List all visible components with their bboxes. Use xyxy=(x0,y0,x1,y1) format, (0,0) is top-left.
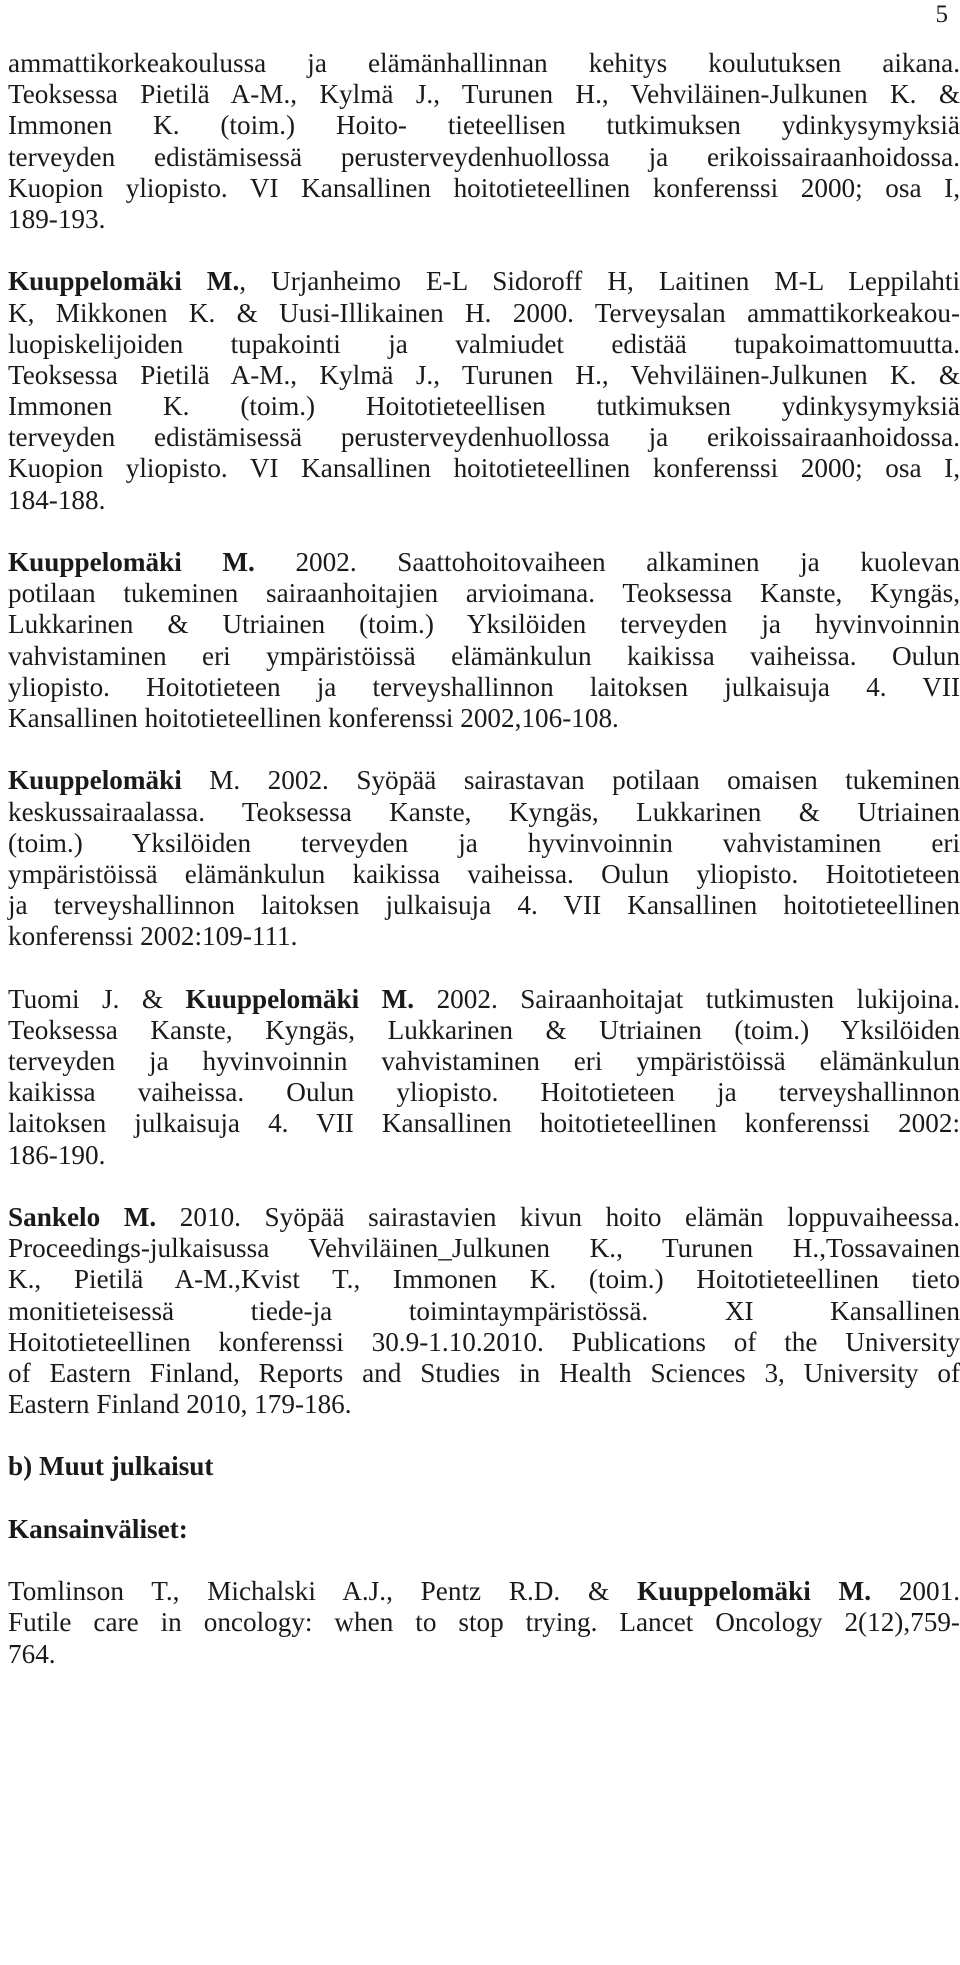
reference-entry xyxy=(8,1202,960,1420)
reference-line: Immonen K. (toim.) Hoito- tieteellisen tutkimuksen ydinkysymyksiä xyxy=(8,110,960,141)
reference-line: Hoitotieteellinen konferenssi 30.9-1.10.2010. Publications of the University xyxy=(8,1326,960,1357)
reference-line: terveyden edistämisessä perusterveydenhuollossa ja erikoissairaanhoidossa. xyxy=(8,141,960,172)
author-name: Kuuppelomäki M. xyxy=(8,547,255,577)
reference-line: Proceedings-julkaisussa Vehviläinen_Julkunen K., Turunen H.,Tossavainen xyxy=(8,1233,960,1264)
reference-entry xyxy=(8,547,960,734)
reference-line: Kuuppelomäki M. 2002. Saattohoitovaiheen alkaminen ja kuolevan xyxy=(8,547,960,577)
reference-line: Eastern Finland 2010, 179-186. xyxy=(8,1389,352,1420)
reference-line: 764. xyxy=(8,1638,56,1669)
reference-line: ympäristöissä elämänkulun kaikissa vaiheissa. Oulun yliopisto. Hoitotieteen xyxy=(8,858,960,889)
reference-line: 184-188. xyxy=(8,484,106,515)
reference-line: of Eastern Finland, Reports and Studies in Health Sciences 3, University of xyxy=(8,1357,960,1388)
page-number: 5 xyxy=(935,1,948,28)
reference-line: Sankelo M. 2010. Syöpää sairastavien kivun hoito elämän loppuvaiheessa. xyxy=(8,1201,960,1232)
author-name: Kuuppelomäki M. xyxy=(8,266,240,297)
reference-line: K., Pietilä A-M.,Kvist T., Immonen K. (toim.) Hoitotieteellinen tieto xyxy=(8,1264,960,1295)
section-heading: b) Muut julkaisut xyxy=(8,1451,214,1482)
reference-entry xyxy=(8,984,960,1171)
reference-line: yliopisto. Hoitotieteen ja terveyshallinnon laitoksen julkaisuja 4. VII xyxy=(8,671,960,702)
reference-line: terveyden edistämisessä perusterveydenhuollossa ja erikoissairaanhoidossa. xyxy=(8,422,960,453)
reference-line: 186-190. xyxy=(8,1139,106,1170)
author-name: Kuuppelomäki M. xyxy=(637,1576,872,1607)
reference-line: 189-193. xyxy=(8,203,106,234)
reference-line: Tuomi J. & Kuuppelomäki M. 2002. Sairaanhoitajat tutkimusten lukijoina. xyxy=(8,983,960,1014)
reference-line: ammattikorkeakoulussa ja elämänhallinnan kehitys koulutuksen aikana. xyxy=(8,48,960,78)
reference-line: monitieteisessä tiede-ja toimintaympäristössä. XI Kansallinen xyxy=(8,1295,960,1326)
subheading: Kansainväliset: xyxy=(8,1513,188,1544)
reference-line: Teoksessa Kanste, Kyngäs, Lukkarinen & Utriainen (toim.) Yksilöiden xyxy=(8,1014,960,1045)
reference-line: potilaan tukeminen sairaanhoitajien arvioimana. Teoksessa Kanste, Kyngäs, xyxy=(8,578,960,609)
reference-entry xyxy=(8,48,960,235)
reference-entry xyxy=(8,765,960,952)
reference-line: K, Mikkonen K. & Uusi-Illikainen H. 2000. Terveysalan ammattikorkeakou- xyxy=(8,297,960,328)
author-name: Kuuppelomäki M. xyxy=(185,983,415,1014)
reference-line: luopiskelijoiden tupakointi ja valmiudet edistää tupakoimattomuutta. xyxy=(8,328,960,359)
reference-line: Teoksessa Pietilä A-M., Kylmä J., Turunen H., Vehviläinen-Julkunen K. & xyxy=(8,359,960,390)
reference-entry xyxy=(8,1576,960,1670)
reference-line: Immonen K. (toim.) Hoitotieteellisen tutkimuksen ydinkysymyksiä xyxy=(8,391,960,422)
reference-line: Kuuppelomäki M. 2002. Syöpää sairastavan potilaan omaisen tukeminen xyxy=(8,765,960,796)
author-name: Kuuppelomäki xyxy=(8,765,182,796)
reference-line: ja terveyshallinnon laitoksen julkaisuja 4. VII Kansallinen hoitotieteellinen xyxy=(8,890,960,921)
reference-line: terveyden ja hyvinvoinnin vahvistaminen eri ympäristöissä elämänkulun xyxy=(8,1046,960,1076)
reference-line: laitoksen julkaisuja 4. VII Kansallinen hoitotieteellinen konferenssi 2002: xyxy=(8,1108,960,1139)
reference-line: Tomlinson T., Michalski A.J., Pentz R.D. & Kuuppelomäki M. 2001. xyxy=(8,1576,960,1607)
reference-line: Kuopion yliopisto. VI Kansallinen hoitotieteellinen konferenssi 2000; osa I, xyxy=(8,453,960,484)
reference-line: Teoksessa Pietilä A-M., Kylmä J., Turunen H., Vehviläinen-Julkunen K. & xyxy=(8,79,960,110)
reference-entry xyxy=(8,266,960,516)
reference-line: Kuuppelomäki M., Urjanheimo E-L Sidoroff H, Laitinen M-L Leppilahti xyxy=(8,266,960,297)
author-name: Sankelo M. xyxy=(8,1201,157,1232)
reference-line: Kansallinen hoitotieteellinen konferenssi 2002,106-108. xyxy=(8,702,619,733)
reference-line: vahvistaminen eri ympäristöissä elämänkulun kaikissa vaiheissa. Oulun xyxy=(8,640,960,671)
reference-line: konferenssi 2002:109-111. xyxy=(8,921,298,952)
reference-line: Futile care in oncology: when to stop trying. Lancet Oncology 2(12),759- xyxy=(8,1607,960,1638)
reference-line: keskussairaalassa. Teoksessa Kanste, Kyngäs, Lukkarinen & Utriainen xyxy=(8,796,960,827)
reference-line: Lukkarinen & Utriainen (toim.) Yksilöiden terveyden ja hyvinvoinnin xyxy=(8,609,960,640)
reference-line: (toim.) Yksilöiden terveyden ja hyvinvoinnin vahvistaminen eri xyxy=(8,827,960,858)
reference-line: Kuopion yliopisto. VI Kansallinen hoitotieteellinen konferenssi 2000; osa I, xyxy=(8,172,960,203)
reference-line: kaikissa vaiheissa. Oulun yliopisto. Hoitotieteen ja terveyshallinnon xyxy=(8,1077,960,1108)
reference-list xyxy=(8,48,960,1670)
